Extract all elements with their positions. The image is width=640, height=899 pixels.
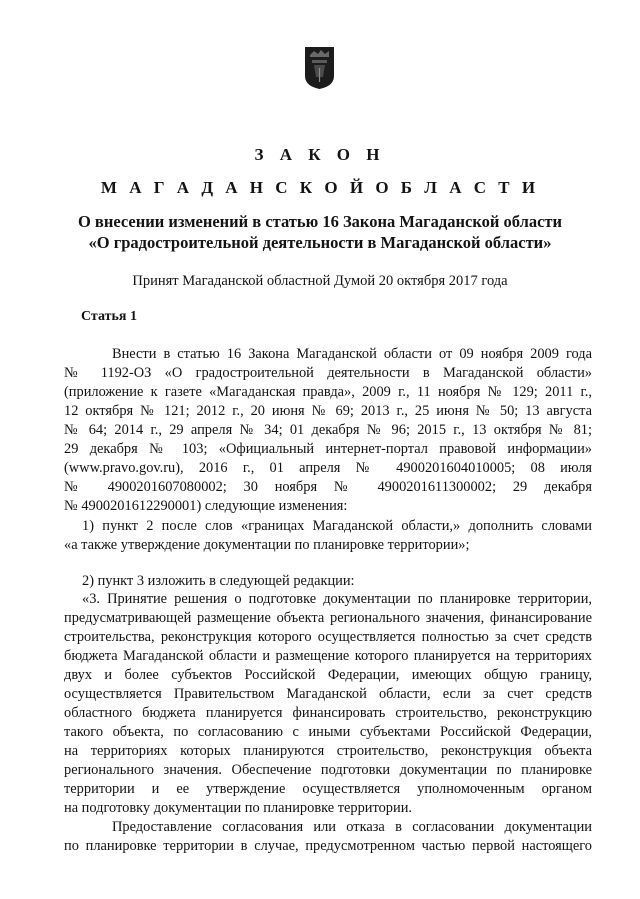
list-item-2-heading: 2) пункт 3 изложить в следующей редакции: bbox=[82, 573, 355, 589]
quoted-text-line: «3. Принятие решения о подготовке документации по планировке территории, bbox=[82, 591, 592, 607]
quoted-text-line: строительства, реконструкция которого осуществляется полностью за счет средств bbox=[64, 629, 592, 645]
body-text-line: (приложение к газете «Магаданская правда», 2009 г., 11 ноября № 129; 2011 г., bbox=[64, 384, 592, 400]
body-text-line: 29 декабря № 103; «Официальный интернет-портал правовой информации» bbox=[64, 441, 592, 457]
quoted-text-line: областного бюджета планируется финансировать строительство, реконструкцию bbox=[64, 705, 592, 721]
quoted-text-line: Предоставление согласования или отказа в согласовании документации bbox=[112, 819, 592, 835]
quoted-text-line: регионального значения. Обеспечение подготовки документации по планировке bbox=[64, 762, 592, 778]
body-text-line: (www.pravo.gov.ru), 2016 г., 01 апреля № 4900201604010005; 08 июля bbox=[64, 460, 592, 476]
adoption-note: Принят Магаданской областной Думой 20 октября 2017 года bbox=[132, 273, 508, 289]
body-text-line: № 1192-ОЗ «О градостроительной деятельности в Магаданской области» bbox=[64, 365, 592, 381]
body-text-line: № 64; 2014 г., 29 апреля № 34; 01 декабря № 96; 2015 г., 13 октября № 81; bbox=[64, 422, 592, 438]
document-region: М А Г А Д А Н С К О Й О Б Л А С Т И bbox=[100, 178, 540, 197]
quoted-text-line: на подготовку документации по планировке территории. bbox=[64, 800, 412, 816]
list-item-1-line: 1) пункт 2 после слов «границах Магаданской области,» дополнить словами bbox=[82, 518, 592, 534]
list-item-1-line: «а также утверждение документации по планировке территории»; bbox=[64, 537, 470, 553]
article-heading: Статья 1 bbox=[81, 309, 137, 324]
quoted-text-line: бюджета Магаданской области и размещение которого планируется на территориях bbox=[64, 648, 592, 664]
quoted-text-line: осуществляется Правительством Магаданской области, если за счет средств bbox=[64, 686, 592, 702]
quoted-text-line: территории и ее утверждение осуществляется уполномоченным органом bbox=[64, 781, 592, 797]
body-text-line: 12 октября № 121; 2012 г., 20 июня № 69; 2013 г., 25 июня № 50; 13 августа bbox=[64, 403, 592, 419]
body-text-line: № 4900201607080002; 30 ноября № 4900201611300002; 29 декабря bbox=[64, 479, 592, 495]
quoted-text-line: на территориях которых планируются строительство, реконструкция объекта bbox=[64, 743, 592, 759]
document-subtitle-line-1: О внесении изменений в статью 16 Закона Магаданской области bbox=[77, 212, 563, 231]
quoted-text-line: такого объекта, по согласованию с иными субъектами Российской Федерации, bbox=[64, 724, 592, 740]
coat-of-arms-icon bbox=[304, 46, 335, 90]
body-text-line: Внести в статью 16 Закона Магаданской области от 09 ноября 2009 года bbox=[112, 346, 592, 362]
body-text-line: № 4900201612290001) следующие изменения: bbox=[64, 498, 348, 514]
quoted-text-line: предусматривающей размещение объекта регионального значения, финансирование bbox=[64, 610, 592, 626]
quoted-text-line: по планировке территории в случае, предусмотренном частью первой настоящего bbox=[64, 838, 592, 854]
document-title: З А К О Н bbox=[254, 145, 386, 164]
document-subtitle-line-2: «О градостроительной деятельности в Магаданской области» bbox=[88, 233, 552, 252]
quoted-text-line: двух и более субъектов Российской Федерации, имеющих общую границу, bbox=[64, 667, 592, 683]
